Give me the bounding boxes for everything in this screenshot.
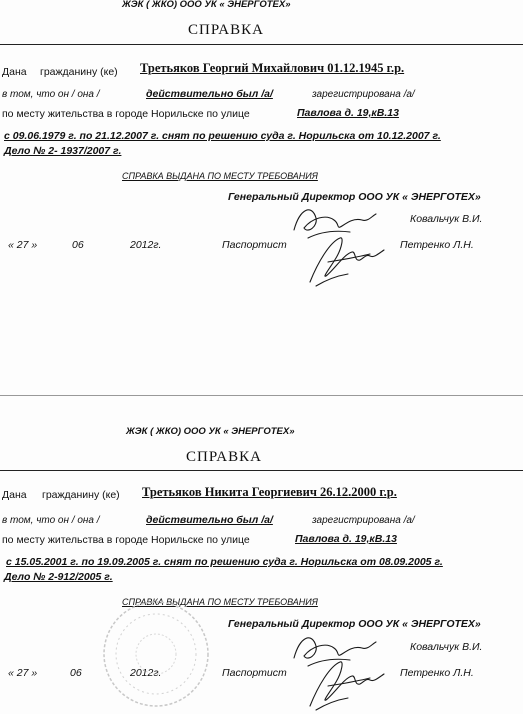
doc-title: СПРАВКА — [186, 449, 262, 465]
date-year: 2012г. — [130, 239, 162, 251]
full-name: Третьяков Никита Георгиевич 26.12.2000 г.р. — [142, 485, 397, 499]
registered-text: зарегистрирована /а/ — [312, 515, 415, 526]
director-name: Ковальчук В.И. — [410, 213, 483, 225]
address: Павлова д. 19,кВ.13 — [295, 533, 397, 545]
director-title: Генеральный Директор ООО УК « ЭНЕРГОТЕХ» — [228, 191, 481, 203]
citizen-label: гражданину (ке) — [40, 66, 118, 78]
top-rule — [0, 470, 523, 471]
registered-text: зарегистрирована /а/ — [312, 89, 415, 100]
really-was: действительно был /а/ — [146, 88, 273, 100]
top-rule — [0, 44, 523, 45]
passport-signature-icon — [300, 232, 390, 288]
given-label: Дана — [2, 66, 27, 78]
org-header: ЖЭК ( ЖКО) ООО УК « ЭНЕРГОТЕХ» — [122, 0, 291, 10]
doc-title: СПРАВКА — [188, 22, 264, 38]
org-header: ЖЭК ( ЖКО) ООО УК « ЭНЕРГОТЕХ» — [126, 426, 295, 437]
date-day: « 27 » — [8, 239, 38, 251]
issued-note: СПРАВКА ВЫДАНА ПО МЕСТУ ТРЕБОВАНИЯ — [122, 171, 318, 181]
date-day: « 27 » — [8, 667, 38, 679]
period-line: с 15.05.2001 г. по 19.09.2005 г. снят по решению суда г. Норильска от 08.09.2005 г. — [6, 556, 443, 568]
address: Павлова д. 19,кВ.13 — [297, 107, 399, 119]
status-line: в том, что он / она / — [2, 89, 100, 100]
passport-signature-icon — [300, 656, 390, 712]
residence-line: по месту жительства в городе Норильске по улице — [2, 108, 250, 120]
date-year: 2012г. — [130, 667, 162, 679]
stamp-icon — [100, 598, 212, 710]
date-month: 06 — [70, 667, 82, 679]
residence-line: по месту жительства в городе Норильске по улице — [2, 534, 250, 546]
issued-note: СПРАВКА ВЫДАНА ПО МЕСТУ ТРЕБОВАНИЯ — [122, 597, 318, 607]
section-divider — [0, 395, 523, 396]
passport-title: Паспортист — [222, 239, 287, 251]
citizen-label: гражданину (ке) — [42, 489, 120, 501]
passport-title: Паспортист — [222, 667, 287, 679]
period-line: с 09.06.1979 г. по 21.12.2007 г. снят по решению суда г. Норильска от 10.12.2007 г. — [4, 130, 441, 142]
full-name: Третьяков Георгий Михайлович 01.12.1945 г.р. — [140, 61, 405, 75]
case-number: Дело № 2-912/2005 г. — [4, 571, 113, 583]
really-was: действительно был /а/ — [146, 514, 273, 526]
case-number: Дело № 2- 1937/2007 г. — [4, 145, 122, 157]
passport-name: Петренко Л.Н. — [400, 239, 474, 251]
given-label: Дана — [2, 489, 27, 501]
director-name: Ковальчук В.И. — [410, 641, 483, 653]
director-title: Генеральный Директор ООО УК « ЭНЕРГОТЕХ» — [228, 618, 481, 630]
status-line: в том, что он / она / — [2, 515, 100, 526]
date-month: 06 — [72, 239, 84, 251]
passport-name: Петренко Л.Н. — [400, 667, 474, 679]
